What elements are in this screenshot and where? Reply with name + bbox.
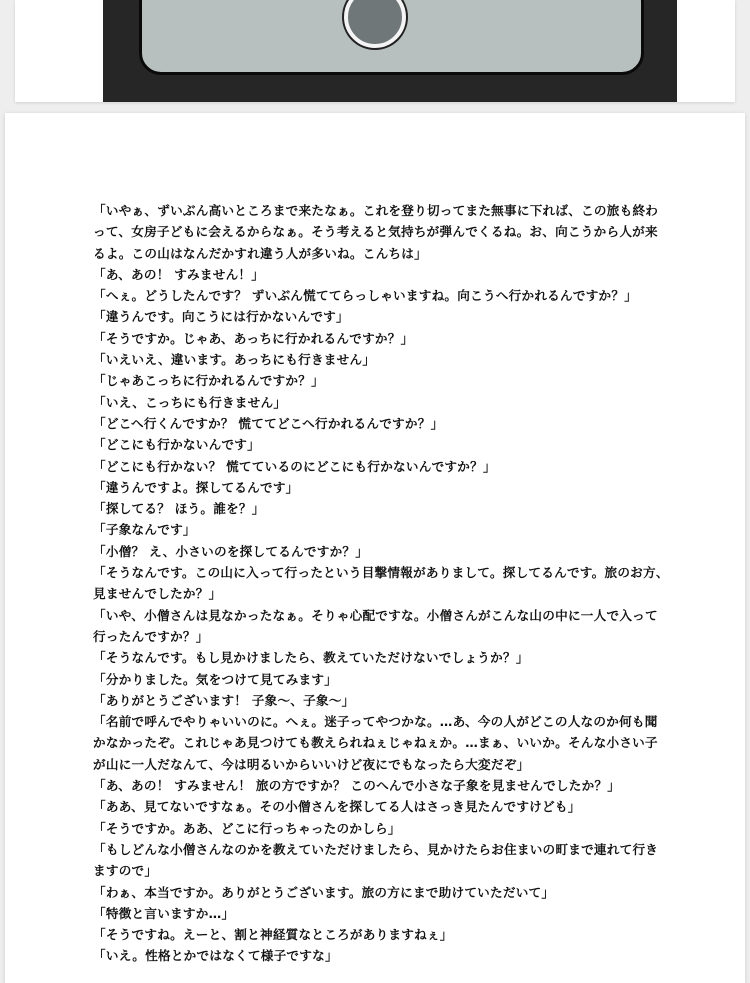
text-line: 「そうですか。じゃあ、あっちに行かれるんですか？」	[93, 330, 414, 346]
text-line: 見ませんでしたか？」	[93, 586, 222, 602]
text-line: 「もしどんな小僧さんなのかを教えていただけましたら、見かけたらお住まいの町まで連れて行き	[93, 841, 659, 857]
text-line: 「いえ。性格とかではなくて様子ですな」	[93, 948, 338, 964]
document-page	[5, 113, 745, 983]
text-line: 「そうなんです。もし見かけましたら、教えていただけないでしょうか？」	[93, 650, 529, 666]
text-line: ますので」	[93, 863, 158, 879]
text-line: 「あ、あの！ すみません！ 旅の方ですか？ このへんで小さな子象を見ませんでしたか？」	[93, 778, 621, 794]
phone-illustration	[103, 0, 677, 102]
text-line: 「分かりました。気をつけて見てみます」	[93, 671, 338, 687]
text-line: 「そうですね。えーと、割と神経質なところがありますねぇ」	[93, 927, 453, 943]
text-line: かなかったぞ。これじゃあ見つけても教えられねぇじゃねぇか。…まぁ、いいか。そんな小さい子	[93, 735, 658, 751]
text-line: 「じゃあこっちに行かれるんですか？」	[93, 373, 324, 389]
text-line: が山に一人だなんて、今は明るいからいいけど夜にでもなったら大変だぞ」	[93, 756, 530, 772]
text-line: 「そうなんです。この山に入って行ったという目撃情報がありまして。探してるんです。旅のお方、	[93, 565, 669, 581]
dialogue-text	[93, 200, 678, 967]
text-line: るよ。この山はなんだかすれ違う人が多いね。こんちは」	[93, 245, 427, 261]
text-line: 「わぁ、本当ですか。ありがとうございます。旅の方にまで助けていただいて」	[93, 884, 555, 900]
text-line: 「子象なんです」	[93, 522, 196, 538]
text-line: 「いえいえ、違います。あっちにも行きません」	[93, 352, 376, 368]
previous-page	[15, 0, 735, 102]
text-line: 「ああ、見てないですなぁ。その小僧さんを探してる人はさっき見たんですけども」	[93, 799, 581, 815]
text-line: 「名前で呼んでやりゃいいのに。へぇ。迷子ってやつかな。…あ、今の人がどこの人なのか何も聞	[93, 714, 658, 730]
text-line: 「どこへ行くんですか？ 慌ててどこへ行かれるんですか？」	[93, 415, 444, 431]
text-line: 「そうですか。ああ、どこに行っちゃったのかしら」	[93, 820, 401, 836]
text-line: 「探してる？ ほう。誰を？」	[93, 501, 265, 517]
text-line: 「いえ、こっちにも行きません」	[93, 394, 287, 410]
text-line: 「ありがとうございます！ 子象〜、子象〜」	[93, 692, 355, 708]
text-line: 「へぇ。どうしたんです？ ずいぶん慌ててらっしゃいますね。向こうへ行かれるんですか？」	[93, 288, 638, 304]
text-line: 「特徴と言いますか…」	[93, 905, 235, 921]
text-line: 「いや、小僧さんは見なかったなぁ。そりゃ心配ですな。小僧さんがこんな山の中に一人で入って	[93, 607, 658, 623]
text-line: 「違うんです。向こうには行かないんです」	[93, 309, 349, 325]
text-line: 「どこにも行かないんです」	[93, 437, 260, 453]
text-line: 「違うんですよ。探してるんです」	[93, 479, 299, 495]
text-line: 「どこにも行かない？ 慌てているのにどこにも行かないんですか？」	[93, 458, 496, 474]
text-line: 行ったんですか？」	[93, 628, 209, 644]
text-line: って、女房子どもに会えるからなぁ。そう考えると気持ちが弾んでくるね。お、向こうから人が来	[93, 224, 658, 240]
text-line: 「あ、あの！ すみません！」	[93, 266, 265, 282]
text-line: 「いやぁ、ずいぶん高いところまで来たなぁ。これを登り切ってまた無事に下れば、この旅も終わ	[93, 203, 659, 218]
text-line: 「小僧？ え、小さいのを探してるんですか？」	[93, 543, 369, 559]
